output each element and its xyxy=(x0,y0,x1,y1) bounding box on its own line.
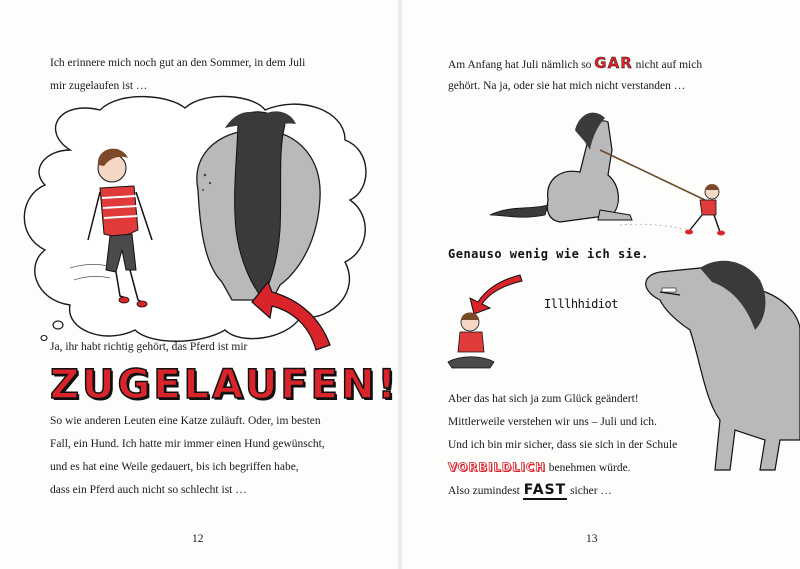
body-line-4: dass ein Pferd auch nicht so schlecht ist … xyxy=(50,484,247,496)
emphasis-fast: FAST xyxy=(523,482,567,498)
right-body-line-5-after: sicher … xyxy=(570,485,612,497)
right-body-line-3: Und ich bin mir sicher, dass sie sich in der Schule xyxy=(448,439,678,451)
body-line-2: Fall, ein Hund. Ich hatte mir immer einen Hund gewünscht, xyxy=(50,438,325,450)
intro-line-2: mir zugelaufen ist … xyxy=(50,80,148,92)
page-number-left: 12 xyxy=(192,533,204,545)
page-number-right: 13 xyxy=(586,533,598,545)
right-line-2: gehört. Na ja, oder sie hat mich nicht verstanden … xyxy=(448,80,686,92)
right-body-line-4-after: benehmen würde. xyxy=(548,462,631,474)
right-line-1-after: nicht auf mich xyxy=(635,59,703,71)
right-body-line-5-before: Also zumindest xyxy=(448,485,520,497)
intro-line-1: Ich erinnere mich noch gut an den Sommer, in dem Juli xyxy=(50,57,306,69)
girl-pulling xyxy=(685,184,725,236)
right-body-line-2: Mittlerweile verstehen wir uns – Juli und ich. xyxy=(448,416,657,428)
right-body-line-4 xyxy=(448,458,631,478)
handwritten-caption: Genauso wenig wie ich sie. xyxy=(448,247,649,261)
emphasis-gar: GAR xyxy=(594,54,633,72)
lead-line: Ja, ihr habt richtig gehört, das Pferd ist mir xyxy=(50,341,248,353)
sitting-horse-tail xyxy=(490,205,548,217)
emphasis-vorbildlich: VORBILDLICH xyxy=(448,460,546,474)
right-body-line-5 xyxy=(448,481,612,501)
body-line-3: und es hat eine Weile gedauert, bis ich begriffen habe, xyxy=(50,461,299,473)
headline-zugelaufen: ZUGELAUFEN! xyxy=(50,362,399,408)
girl-sitting xyxy=(448,313,494,369)
horse-scribble: Illlhhidiot xyxy=(544,297,618,311)
right-body-line-1: Aber das hat sich ja zum Glück geändert! xyxy=(448,393,639,405)
body-line-1: So wie anderen Leuten eine Katze zuläuft. Oder, im besten xyxy=(50,415,321,427)
right-line-1-before: Am Anfang hat Juli nämlich so xyxy=(448,59,592,71)
red-arrow-down xyxy=(470,275,522,314)
